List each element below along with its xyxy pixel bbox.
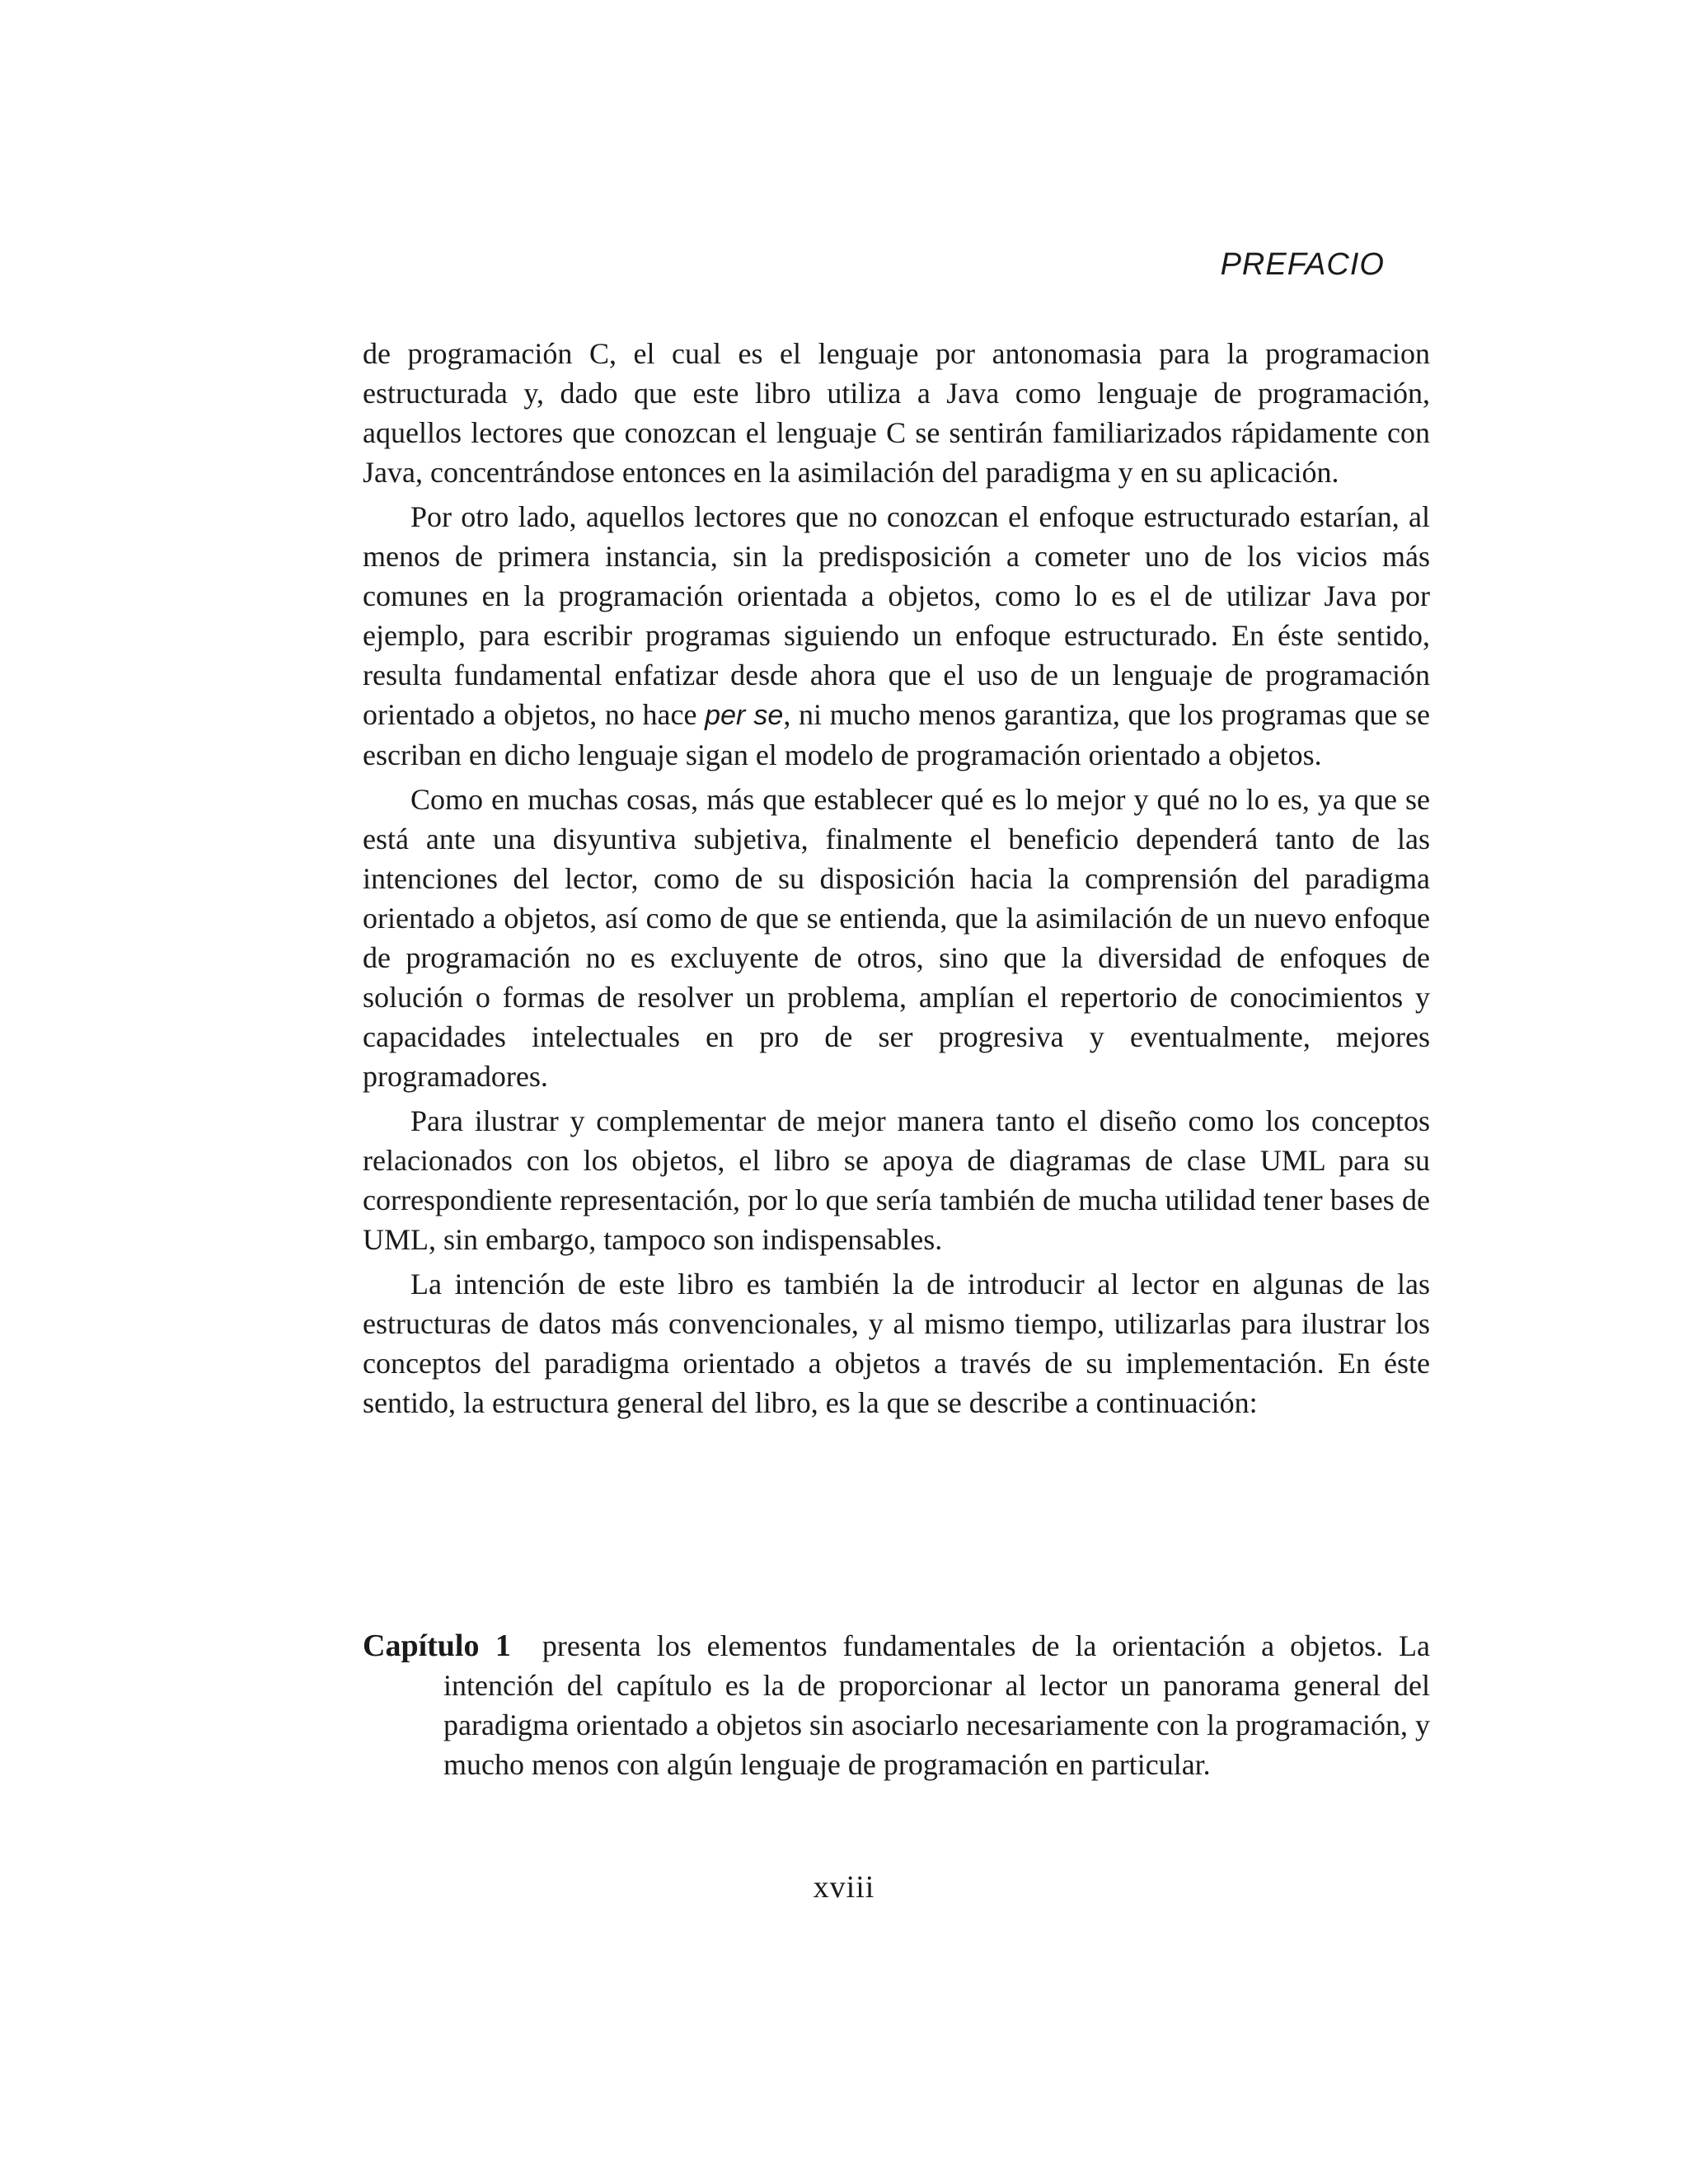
paragraph-structured-approach	[363, 497, 1430, 775]
paragraph-book-structure: La intención de este libro es también la de introducir al lector en algunas de las estructuras de datos más convencionales, y al mismo tiempo, utilizarlas para ilustrar los conceptos del paradigma orientado a objetos a través de su implementación. En éste sentido, la estructura general del libro, es la que se describe a continuación:	[363, 1268, 1430, 1419]
chapter-entry	[363, 1626, 1430, 1784]
emphasis-per-se: per se	[705, 700, 784, 731]
page-number: xviii	[813, 1870, 875, 1905]
running-header: PREFACIO	[1220, 247, 1385, 282]
paragraph-text: , ni mucho menos garantiza, que los programas que se escriban en dicho lenguaje sigan el modelo de programación orientado a objetos.	[363, 698, 1431, 771]
paragraph-continuation: de programación C, el cual es el lenguaje por antonomasia para la programacion estructurada y, dado que este libro utiliza a Java como lenguaje de programación, aquellos lectores que conozcan el lenguaje C se sentirán familiarizados rápidamente con Java, concentrándose entonces en la asimilación del paradigma y en su aplicación.	[363, 337, 1430, 489]
preface-body	[363, 334, 1430, 1427]
chapter-description: presenta los elementos fundamentales de la orientación a objetos. La intención del capítulo es la de proporcionar al lector un panorama general del paradigma orientado a objetos sin asociarlo necesariamente con la programación, y mucho menos con algún lenguaje de programación en particular.	[443, 1629, 1431, 1781]
paragraph-text: Por otro lado, aquellos lectores que no conozcan el enfoque estructurado estarían, al menos de primera instancia, sin la predisposición a cometer uno de los vicios más comunes en la programación orientada a objetos, como lo es el de utilizar Java por ejemplo, para escribir programas siguiendo un enfoque estructurado. En éste sentido, resulta fundamental enfatizar desde ahora que el uso de un lenguaje de programación orientado a objetos, no hace	[363, 500, 1430, 731]
paragraph-uml: Para ilustrar y complementar de mejor manera tanto el diseño como los conceptos relacionados con los objetos, el libro se apoya de diagramas de clase UML para su correspondiente representación, por lo que sería también de mucha utilidad tener bases de UML, sin embargo, tampoco son indispensables.	[363, 1104, 1430, 1256]
paragraph-subjective-choice: Como en muchas cosas, más que establecer qué es lo mejor y qué no lo es, ya que se está ante una disyuntiva subjetiva, finalmente el beneficio dependerá tanto de las intenciones del lector, como de su disposición hacia la comprensión del paradigma orientado a objetos, así como de que se entienda, que la asimilación de un nuevo enfoque de programación no es excluyente de otros, sino que la diversidad de enfoques de solución o formas de resolver un problema, amplían el repertorio de conocimientos y capacidades intelectuales en pro de ser progresiva y eventualmente, mejores programadores.	[363, 783, 1430, 1093]
chapter-label: Capítulo 1	[363, 1629, 511, 1663]
